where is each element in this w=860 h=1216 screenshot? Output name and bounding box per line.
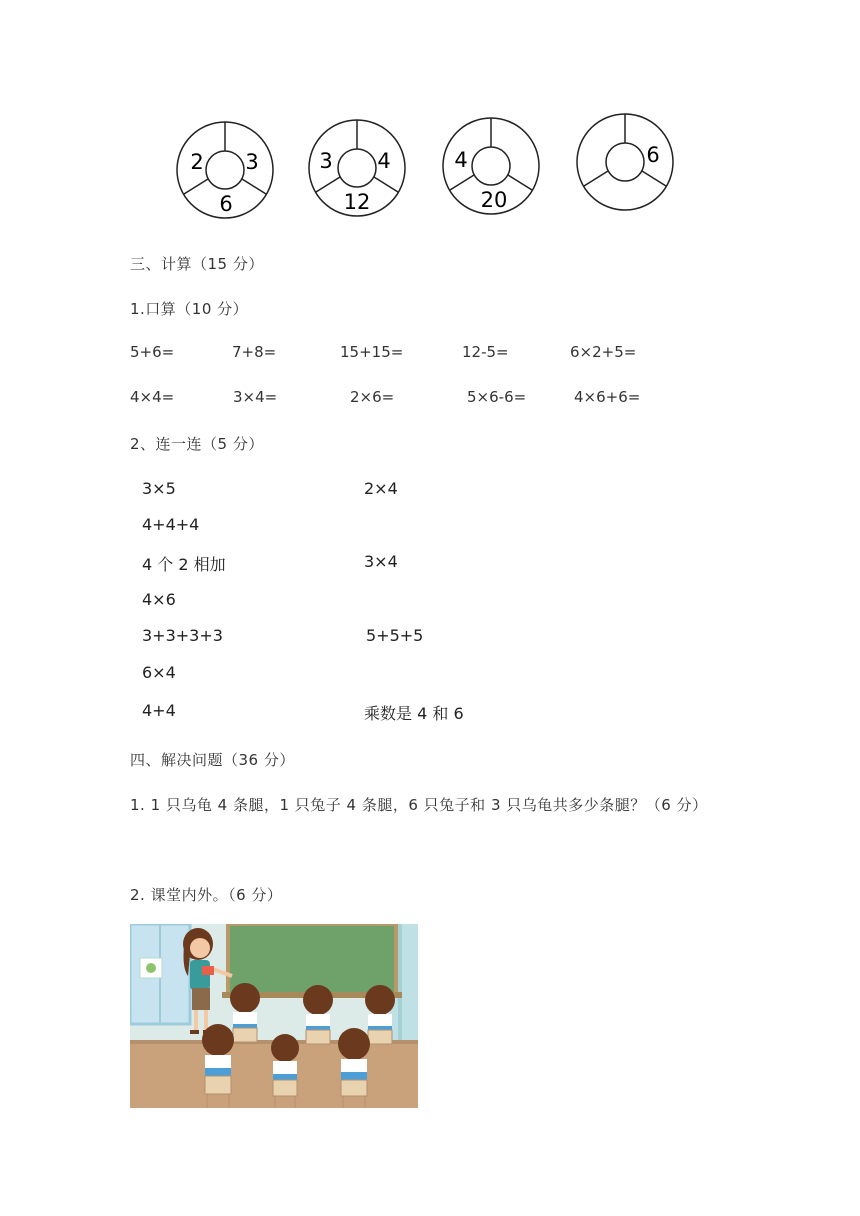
match-left-item[interactable]: 6×4	[142, 663, 176, 682]
word-problem-2: 2. 课堂内外。（6 分）	[130, 886, 283, 904]
wheel-1-bottom: 6	[219, 192, 233, 216]
match-right-item[interactable]: 乘数是 4 和 6	[364, 704, 464, 723]
wheel-3-left: 4	[454, 148, 468, 172]
number-wheels	[0, 0, 860, 230]
classroom-illustration	[130, 924, 418, 1108]
match-left-item[interactable]: 4×6	[142, 590, 176, 609]
wheel-2-bottom: 12	[343, 190, 371, 214]
wheel-4-right: 6	[646, 143, 660, 167]
calc-item: 15+15=	[340, 343, 404, 361]
matching-title: 2、连一连（5 分）	[130, 435, 264, 453]
word-problem-1: 1. 1 只乌龟 4 条腿，1 只兔子 4 条腿，6 只兔子和 3 只乌龟共多少条腿？（6 分）	[130, 796, 708, 814]
wheel-2-right: 4	[377, 149, 391, 173]
calc-item: 6×2+5=	[570, 343, 637, 361]
wheel-1-left: 2	[190, 150, 204, 174]
calc-item: 12-5=	[462, 343, 509, 361]
match-right-item[interactable]: 2×4	[364, 479, 398, 498]
match-left-item[interactable]: 3×5	[142, 479, 176, 498]
match-left-item[interactable]: 4+4	[142, 701, 176, 720]
calc-item: 4×6+6=	[574, 388, 641, 406]
wheel-1-right: 3	[245, 150, 259, 174]
match-right-item[interactable]: 3×4	[364, 552, 398, 571]
wheel-3-bottom: 20	[480, 188, 508, 212]
calc-item: 4×4=	[130, 388, 175, 406]
section-3-heading: 三、计算（15 分）	[130, 255, 264, 273]
calc-item: 5×6-6=	[467, 388, 527, 406]
calc-item: 7+8=	[232, 343, 277, 361]
calc-item: 3×4=	[233, 388, 278, 406]
section-4-heading: 四、解决问题（36 分）	[130, 751, 295, 769]
calc-item: 5+6=	[130, 343, 175, 361]
match-right-item[interactable]: 5+5+5	[366, 626, 424, 645]
calc-item: 2×6=	[350, 388, 395, 406]
match-left-item[interactable]: 4+4+4	[142, 515, 200, 534]
match-left-item[interactable]: 3+3+3+3	[142, 626, 223, 645]
match-left-item[interactable]: 4 个 2 相加	[142, 555, 226, 574]
mental-math-title: 1.口算（10 分）	[130, 300, 249, 318]
wheel-2-left: 3	[319, 149, 333, 173]
